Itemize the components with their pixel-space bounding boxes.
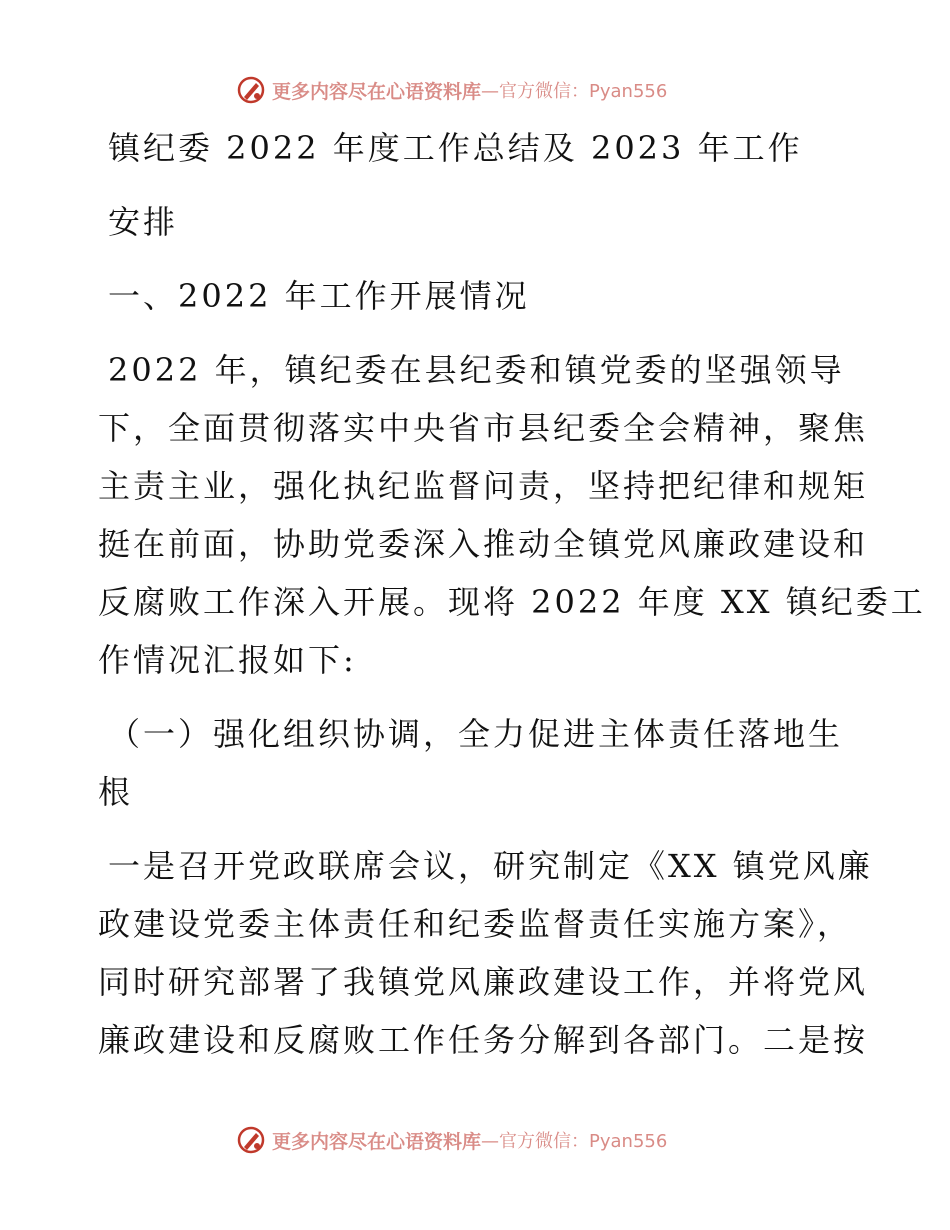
paragraph-line: 反腐败工作深入开展。现将 2022 年度 XX 镇纪委工 (98, 583, 926, 621)
paragraph-line: 2022 年，镇纪委在县纪委和镇党委的坚强领导 (108, 351, 845, 389)
section-heading: 一、2022 年工作开展情况 (108, 277, 530, 315)
paragraph-line: 政建设党委主体责任和纪委监督责任实施方案》， (98, 905, 853, 943)
paragraph-line: 主责主业，强化执纪监督问责，坚持把纪律和规矩 (98, 467, 869, 505)
subsection-heading-line-1: （一）强化组织协调，全力促进主体责任落地生 (108, 715, 844, 753)
watermark-footer (236, 1122, 667, 1158)
paragraph-line: 廉政建设和反腐败工作任务分解到各部门。二是按 (98, 1021, 869, 1059)
watermark-main-text: 更多内容尽在心语资料库 (272, 1130, 482, 1153)
paragraph-line: 挺在前面，协助党委深入推动全镇党风廉政建设和 (98, 525, 869, 563)
document-title-line-1: 镇纪委 2022 年度工作总结及 2023 年工作 (108, 129, 803, 167)
watermark-contact-text: —官方微信：Pyan556 (481, 1131, 668, 1152)
subsection-heading-line-2: 根 (98, 773, 134, 811)
watermark-main-text: 更多内容尽在心语资料库 (272, 80, 482, 103)
document-title-line-2: 安排 (108, 203, 179, 241)
paragraph-line: 下，全面贯彻落实中央省市县纪委全会精神，聚焦 (98, 409, 869, 447)
paragraph-line: 一是召开党政联席会议，研究制定《XX 镇党风廉 (108, 847, 873, 885)
paragraph-line: 同时研究部署了我镇党风廉政建设工作，并将党风 (98, 963, 869, 1001)
watermark-contact-text: —官方微信：Pyan556 (481, 81, 668, 102)
paragraph-line: 作情况汇报如下: (98, 641, 357, 679)
pen-logo-icon (236, 1125, 266, 1155)
